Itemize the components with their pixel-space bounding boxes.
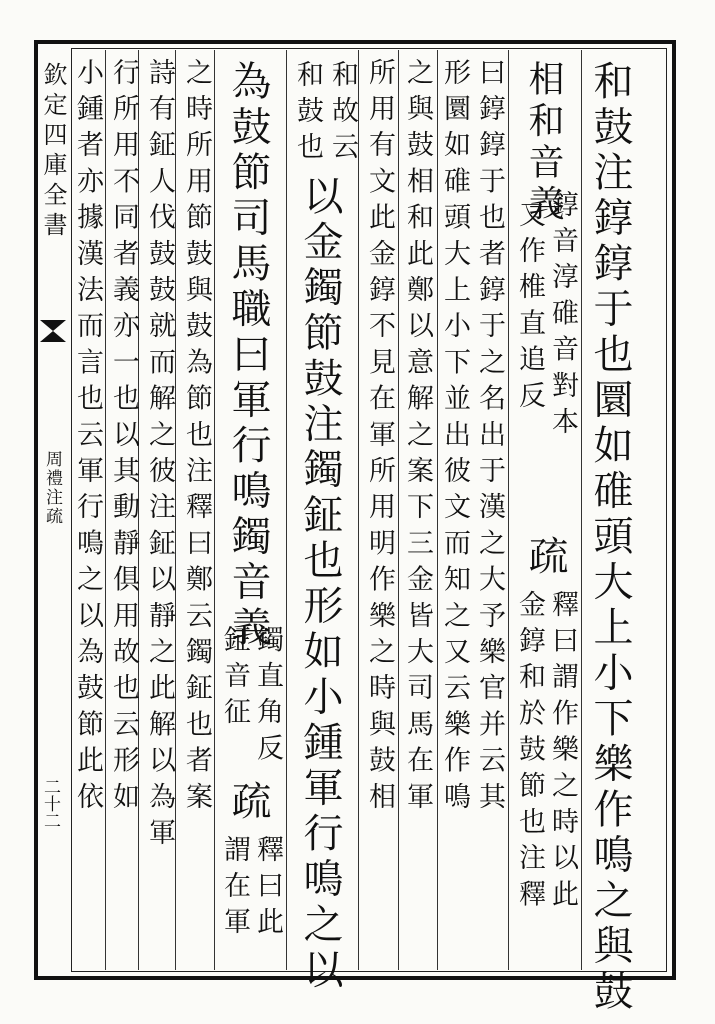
fish-tail-icon <box>38 318 68 344</box>
commentary-column: 詩有鉦人伐鼓鼓就而解之彼注鉦以靜之此解以為軍 <box>144 58 175 855</box>
column-rule <box>398 50 399 970</box>
commentary-column: 之時所用節鼓與鼓為節也注釋曰鄭云鐲鉦也者案 <box>181 58 212 819</box>
column-rule <box>358 50 359 970</box>
annotation-column: 鉦音征 <box>219 625 250 734</box>
source-title: 周禮注疏 <box>42 450 62 526</box>
annotation-column: 和故云 <box>327 60 358 169</box>
column-rule <box>508 50 509 970</box>
column-rule <box>175 50 176 970</box>
column-rule <box>437 50 438 970</box>
annotation-column: 和鼓也 <box>292 60 323 169</box>
commentary-column: 曰錞錞于也者錞于之名出于漢之大予樂官并云其 <box>474 58 505 819</box>
commentary-column: 所用有文此金錞不見在軍所用明作樂之時與鼓相 <box>364 58 395 819</box>
commentary-column: 形圜如碓頭大上小下並出彼文而知之又云樂作鳴 <box>439 58 470 819</box>
annotation-column: 又作椎直追反 <box>514 200 545 418</box>
annotation-column: 釋曰謂作樂之時以此 <box>547 590 578 916</box>
folio-number: 二十二 <box>40 778 60 829</box>
commentary-column: 行所用不同者義亦一也以其動靜俱用故也云形如 <box>108 58 139 819</box>
main-text-column: 相和音義 <box>523 60 564 226</box>
commentary-marker: 疏 <box>522 535 568 581</box>
main-text-column: 為鼓節司馬職曰軍行鳴鐲音義 <box>225 60 271 652</box>
annotation-column: 鐲直角反 <box>252 625 283 770</box>
main-text-column: 以金鐲節鼓注鐲鉦也形如小鍾軍行鳴之以 <box>297 175 343 994</box>
commentary-marker: 疏 <box>225 780 271 826</box>
commentary-column: 小鍾者亦據漢法而言也云軍行鳴之以為鼓節此依 <box>72 58 103 819</box>
book-title: 欽定四庫全書 <box>39 62 67 242</box>
main-text-column: 和鼓注錞錞于也圜如碓頭大上小下樂作鳴之與鼓 <box>587 60 633 1016</box>
column-rule <box>214 50 215 970</box>
column-rule <box>286 50 287 970</box>
annotation-column: 金錞和於鼓節也注釋 <box>514 590 545 916</box>
commentary-column: 之與鼓相和此鄭以意解之案下三金皆大司馬在軍 <box>402 58 433 819</box>
column-rule <box>581 50 582 970</box>
annotation-column: 錞音淳碓音對本 <box>547 190 578 444</box>
column-rule <box>105 50 106 970</box>
annotation-column: 釋曰此 <box>252 835 283 944</box>
annotation-column: 謂在軍 <box>219 835 250 944</box>
